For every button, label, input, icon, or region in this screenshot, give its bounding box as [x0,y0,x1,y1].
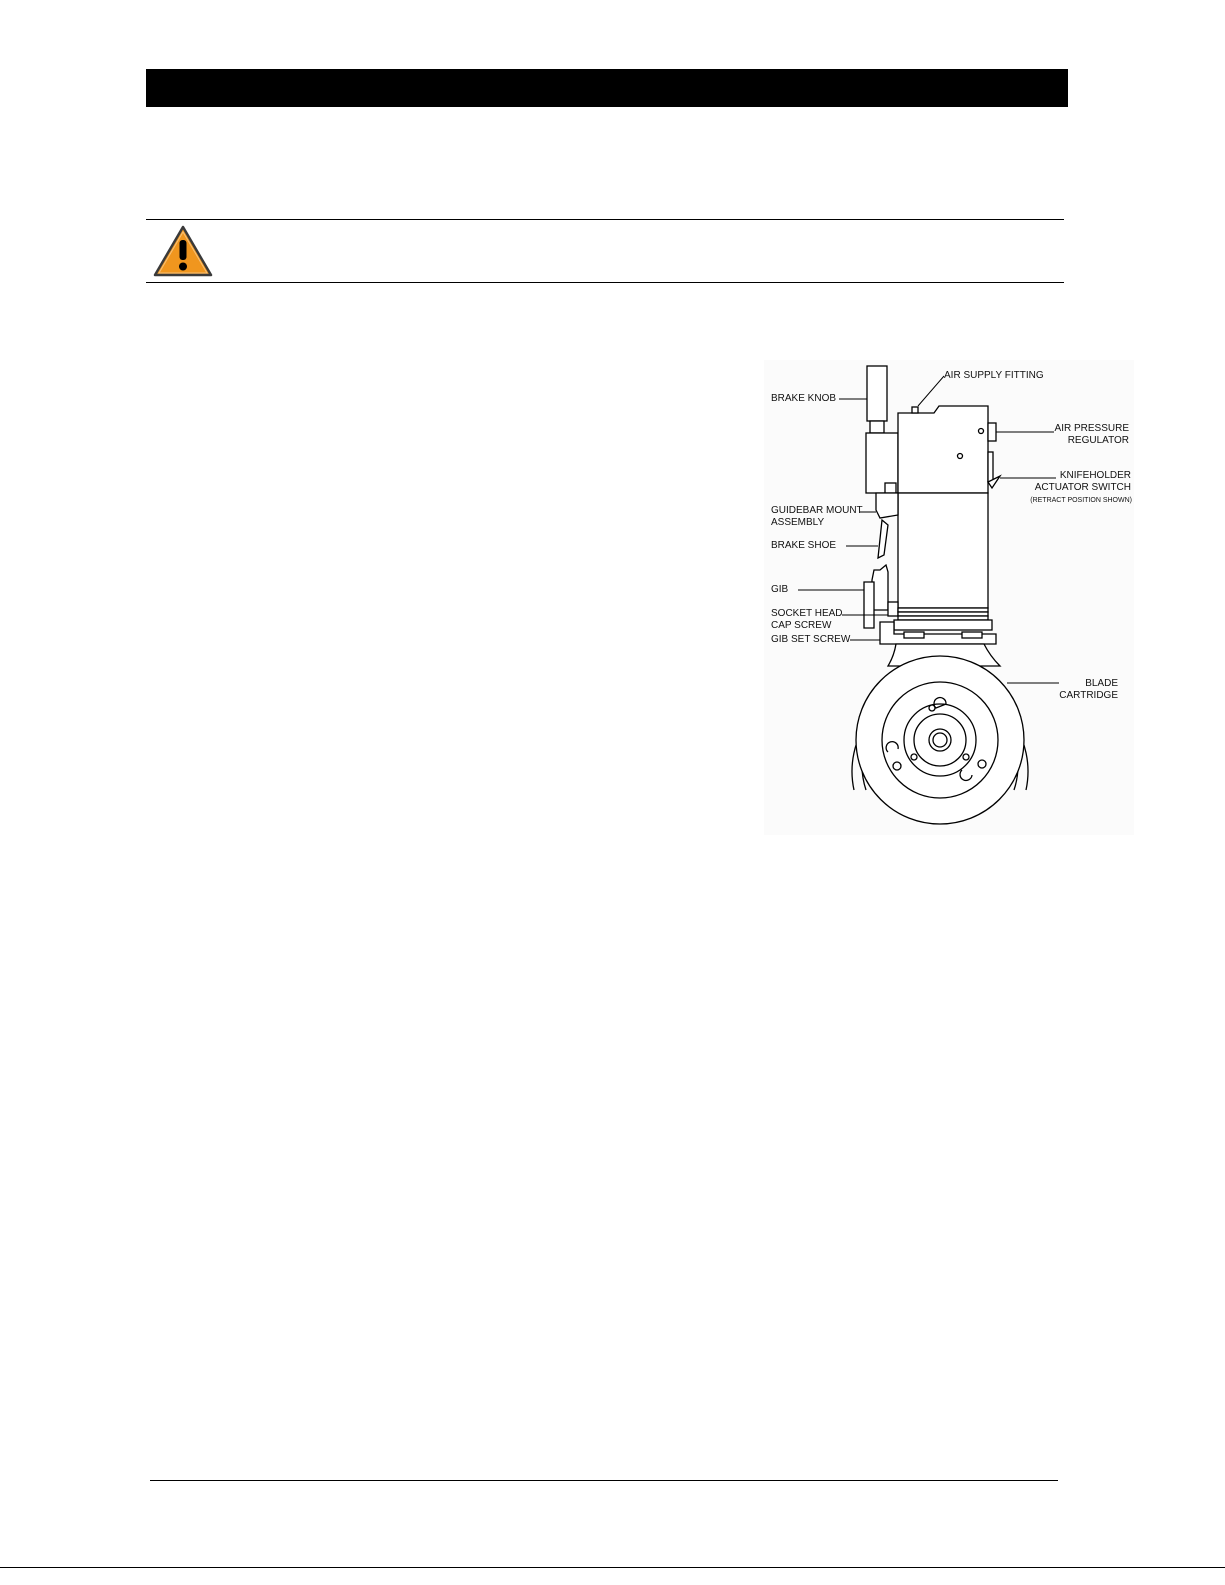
blade-cartridge-line-1: BLADE [1085,678,1118,689]
section-header-bar [146,69,1068,107]
warning-triangle-icon [152,224,214,278]
air-pressure-regulator-label [1047,423,1129,447]
socket-head-line-1: SOCKET HEAD [771,608,843,619]
gib-label: GIB [771,584,789,595]
socket-head-cap-screw-label [771,608,843,632]
air-supply-fitting-label: AIR SUPPLY FITTING [944,370,1044,381]
air-pressure-regulator-line-2: REGULATOR [1067,435,1129,446]
brake-knob-label: BRAKE KNOB [771,393,837,404]
knifeholder-actuator-switch-label [1019,470,1131,494]
gib-set-screw-label: GIB SET SCREW [771,634,851,645]
knifeholder-diagram [764,360,1134,835]
socket-head-line-2: CAP SCREW [771,620,832,631]
knifeholder-line-2: ACTUATOR SWITCH [1034,482,1131,493]
warning-bottom-rule [146,282,1064,283]
knifeholder-line-1: KNIFEHOLDER [1059,470,1131,481]
guidebar-mount-assembly-label [771,505,863,529]
page-bottom-rule [0,1567,1225,1568]
guidebar-line-1: GUIDEBAR MOUNT [771,505,863,516]
blade-cartridge-label [1054,678,1118,702]
air-pressure-regulator-line-1: AIR PRESSURE [1054,423,1129,434]
guidebar-line-2: ASSEMBLY [771,517,825,528]
blade-cartridge-line-2: CARTRIDGE [1059,690,1118,701]
retract-position-note: (RETRACT POSITION SHOWN) [1030,497,1132,504]
warning-top-rule [146,219,1064,220]
footer-rule [150,1480,1058,1481]
brake-shoe-label: BRAKE SHOE [771,540,837,551]
